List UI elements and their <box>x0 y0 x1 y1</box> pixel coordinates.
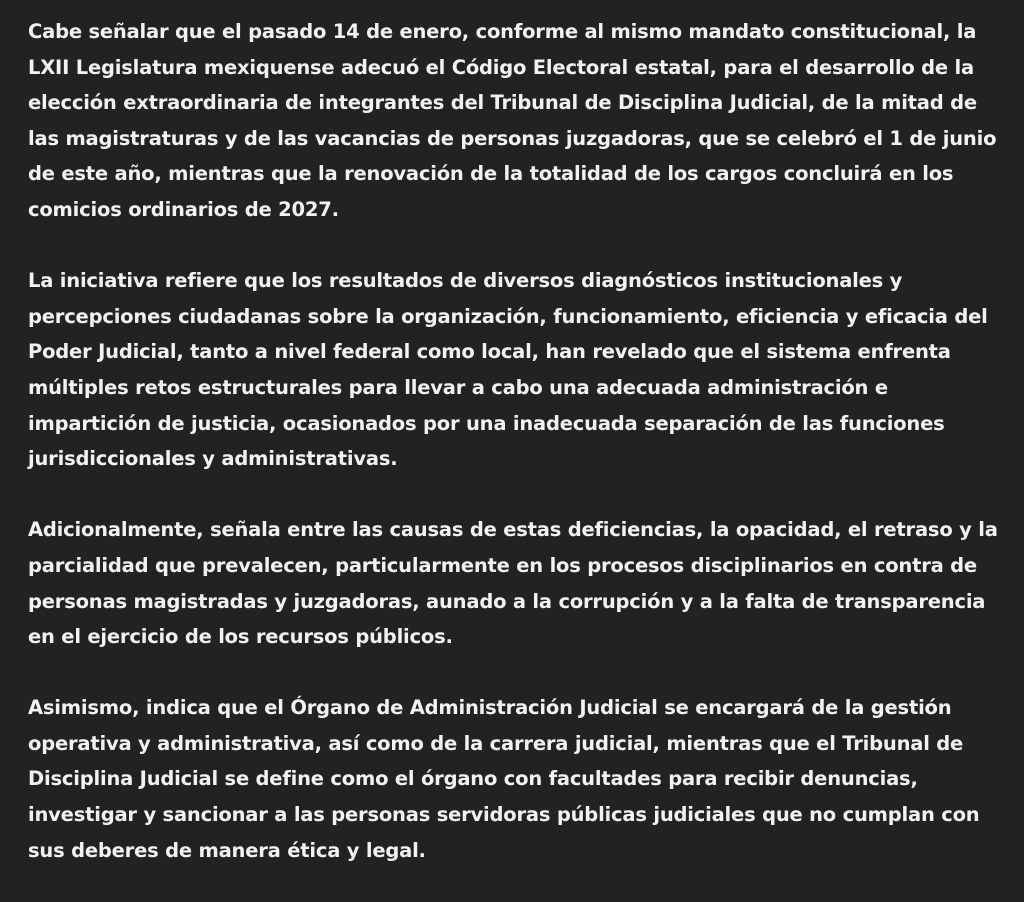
paragraph-2: La iniciativa refiere que los resultados de diversos diagnósticos institucionales y percepciones ciudadanas sobre la organización, funcionamiento, eficiencia y eficacia del Poder Judicial, tanto a nivel federal como local, han revelado que el sistema enfrenta múltiples retos estructurales para llevar a cabo una adecuada administración e impartición de justicia, ocasionados por una inadecuada separación de las funciones jurisdiccionales y administrativas. <box>28 269 988 471</box>
paragraph-4: Asimismo, indica que el Órgano de Administración Judicial se encargará de la gestión operativa y administrativa, así como de la carrera judicial, mientras que el Tribunal de Disciplina Judicial se define como el órgano con facultades para recibir denuncias, investigar y sancionar a las personas servidoras públicas judiciales que no cumplan con sus deberes de manera ética y legal. <box>28 696 980 862</box>
paragraph-3: Adicionalmente, señala entre las causas de estas deficiencias, la opacidad, el retraso y la parcialidad que prevalecen, particularmente en los procesos disciplinarios en contra de personas magistradas y juzgadoras, aunado a la corrupción y a la falta de transparencia en el ejercicio de los recursos públicos. <box>28 518 998 649</box>
paragraph-1: Cabe señalar que el pasado 14 de enero, conforme al mismo mandato constitucional, la LXII Legislatura mexiquense adecuó el Código Electoral estatal, para el desarrollo de la elección extraordinaria de integrantes del Tribunal de Disciplina Judicial, de la mitad de las magistraturas y de las vacancias de personas juzgadoras, que se celebró el 1 de junio de este año, mientras que la renovación de la totalidad de los cargos concluirá en los comicios ordinarios de 2027. <box>28 20 997 221</box>
